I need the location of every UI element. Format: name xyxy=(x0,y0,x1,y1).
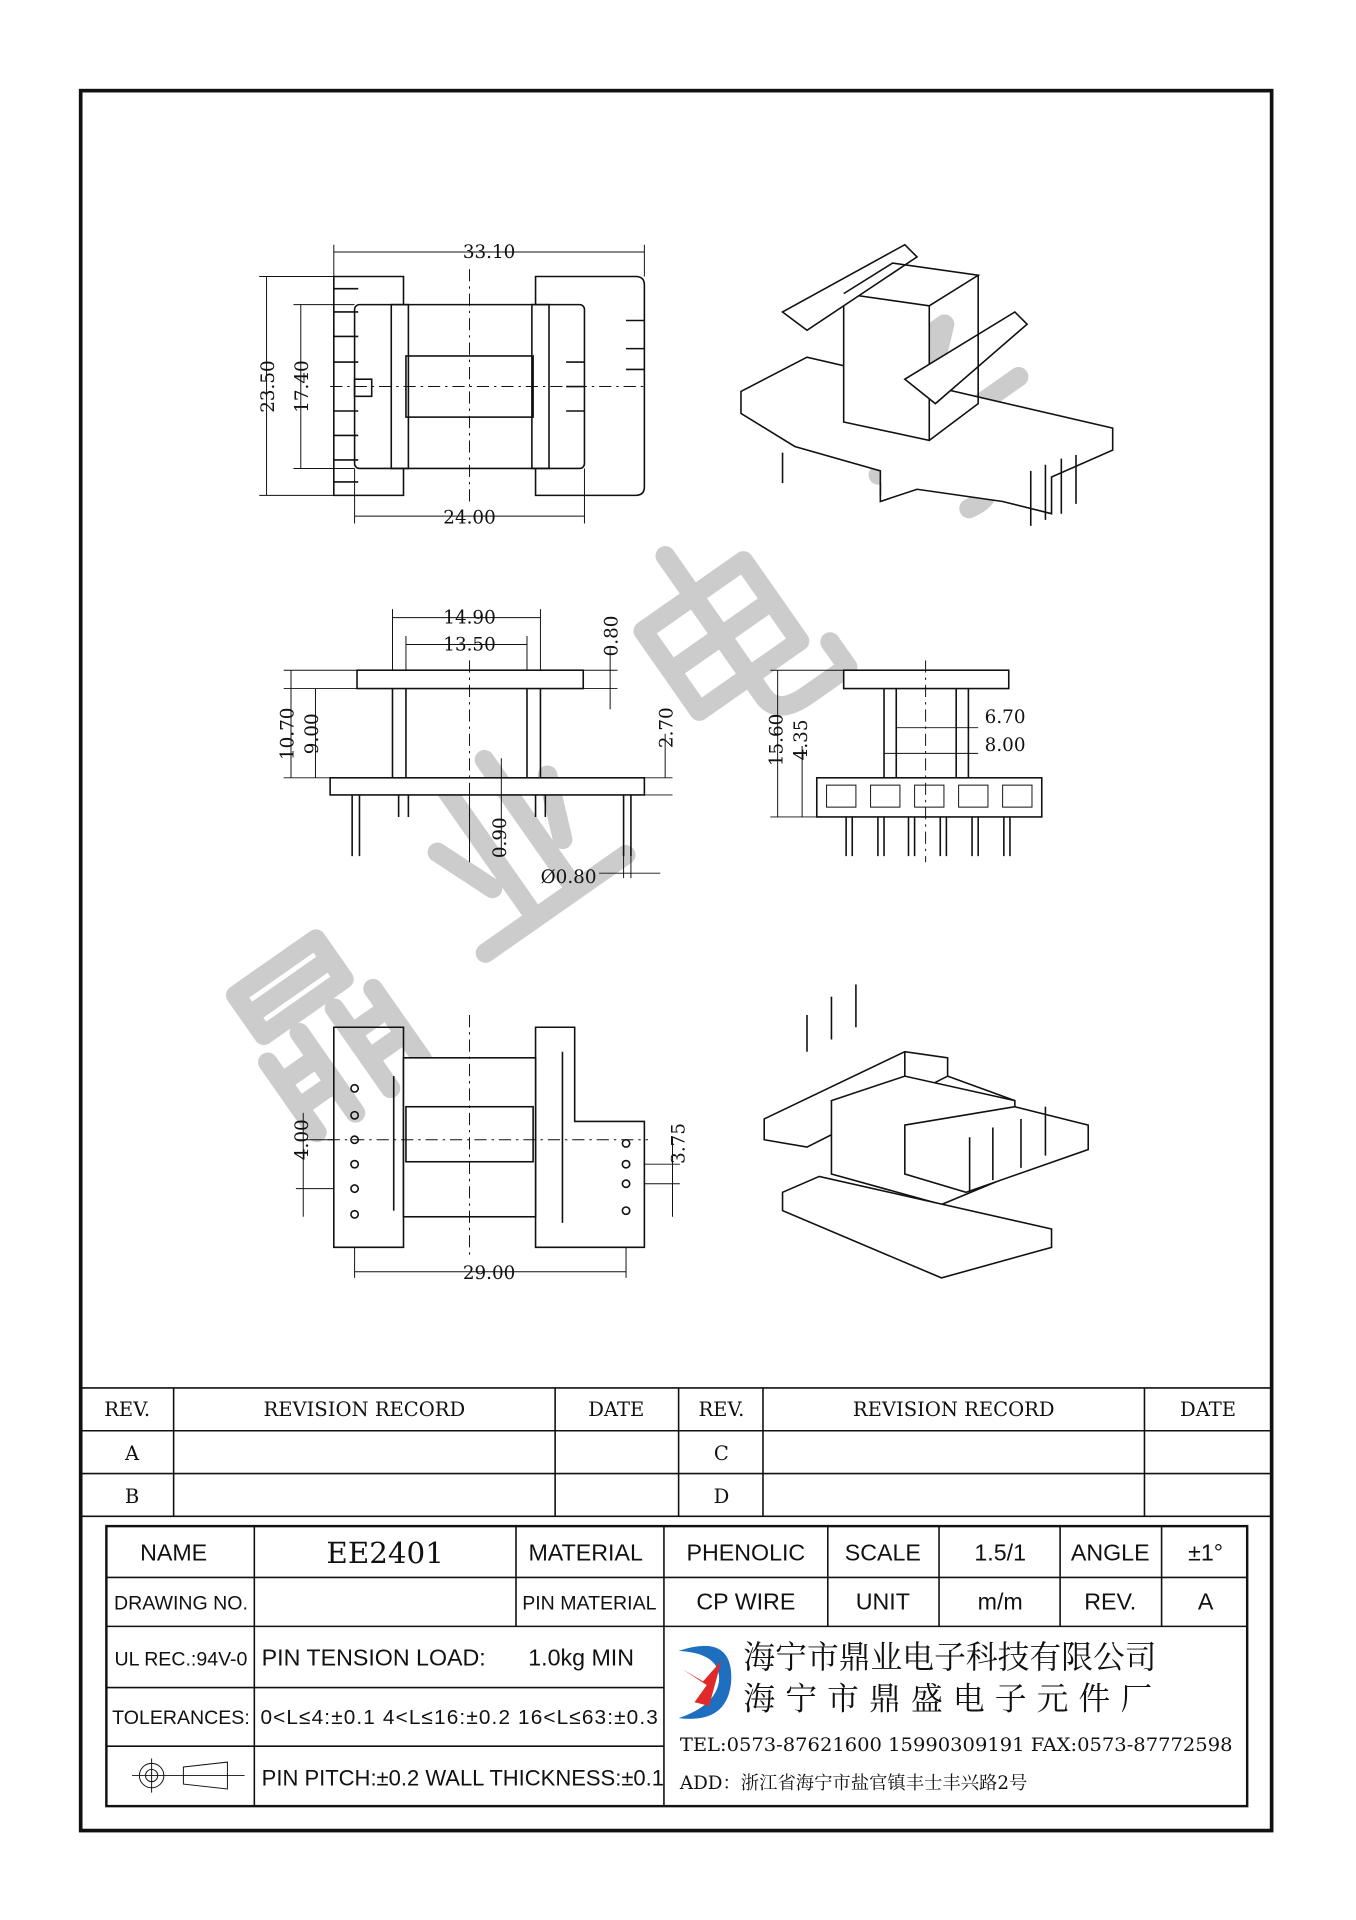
pin-tension-label: PIN TENSION LOAD: xyxy=(261,1644,486,1671)
dim-10-70: 10.70 xyxy=(277,707,299,761)
company-address: ADD：浙江省海宁市盐官镇丰士丰兴路2号 xyxy=(679,1773,1028,1795)
scale-label: SCALE xyxy=(844,1539,921,1566)
dim-6-70: 6.70 xyxy=(984,706,1026,728)
dim-8-00: 8.00 xyxy=(984,734,1026,756)
pin-tension-value: 1.0kg MIN xyxy=(528,1644,635,1671)
date-header-2: DATE xyxy=(1180,1398,1237,1422)
dim-24-00: 24.00 xyxy=(443,507,496,529)
company-name-2: 海 宁 市 鼎 盛 电 子 元 件 厂 xyxy=(743,1680,1153,1718)
dim-0-80: 0.80 xyxy=(601,615,623,657)
tolerances-value: 0<L≤4:±0.1 4<L≤16:±0.2 16<L≤63:±0.3 xyxy=(260,1706,658,1730)
pin-pitch: PIN PITCH:±0.2 WALL THICKNESS:±0.1 xyxy=(261,1765,665,1791)
dim-2-70: 2.70 xyxy=(656,707,678,749)
ul-rec: UL REC.:94V-0 xyxy=(114,1648,248,1671)
rev-d: D xyxy=(713,1484,730,1508)
revision-record-header: REVISION RECORD xyxy=(263,1398,466,1422)
angle-label: ANGLE xyxy=(1070,1539,1150,1566)
rev-header-2: REV. xyxy=(698,1398,745,1422)
rev-c: C xyxy=(713,1442,729,1466)
angle-value: ±1° xyxy=(1188,1539,1224,1566)
unit-label: UNIT xyxy=(855,1588,910,1615)
dim-33-10: 33.10 xyxy=(462,242,516,264)
drawing-no-label: DRAWING NO. xyxy=(113,1592,248,1615)
dim-9-00: 9.00 xyxy=(301,713,323,755)
revision-record-header-2: REVISION RECORD xyxy=(852,1398,1055,1422)
dim-15-60: 15.60 xyxy=(766,713,788,767)
dim-4-35: 4.35 xyxy=(790,719,812,761)
dim-pin-dia: Ø0.80 xyxy=(540,866,597,888)
rev-label: REV. xyxy=(1084,1588,1137,1615)
tolerances-label: TOLERANCES: xyxy=(112,1707,250,1730)
pin-material-value: CP WIRE xyxy=(696,1588,796,1615)
dim-29-00: 29.00 xyxy=(462,1263,516,1285)
name-label: NAME xyxy=(140,1539,208,1566)
material-value: PHENOLIC xyxy=(686,1539,806,1566)
rev-value: A xyxy=(1197,1588,1214,1615)
rev-header: REV. xyxy=(104,1398,151,1422)
contact-tel-fax: TEL:0573-87621600 15990309191 FAX:0573-87772598 xyxy=(679,1735,1233,1757)
material-label: MATERIAL xyxy=(528,1539,643,1566)
part-name: EE2401 xyxy=(326,1535,444,1570)
date-header: DATE xyxy=(588,1398,645,1422)
dim-13-50: 13.50 xyxy=(443,634,496,656)
rev-b: B xyxy=(124,1484,140,1508)
dim-14-90: 14.90 xyxy=(443,607,496,629)
rev-a: A xyxy=(124,1442,140,1466)
dim-3-75: 3.75 xyxy=(668,1123,690,1164)
pin-material-label: PIN MATERIAL xyxy=(522,1592,657,1615)
unit-value: m/m xyxy=(977,1588,1023,1615)
scale-value: 1.5/1 xyxy=(974,1539,1027,1566)
dim-17-40: 17.40 xyxy=(292,360,314,413)
dim-4-00: 4.00 xyxy=(292,1119,314,1161)
dim-23-50: 23.50 xyxy=(257,360,279,413)
company-name-1: 海宁市鼎业电子科技有限公司 xyxy=(743,1638,1157,1676)
dim-0-90: 0.90 xyxy=(490,817,512,859)
